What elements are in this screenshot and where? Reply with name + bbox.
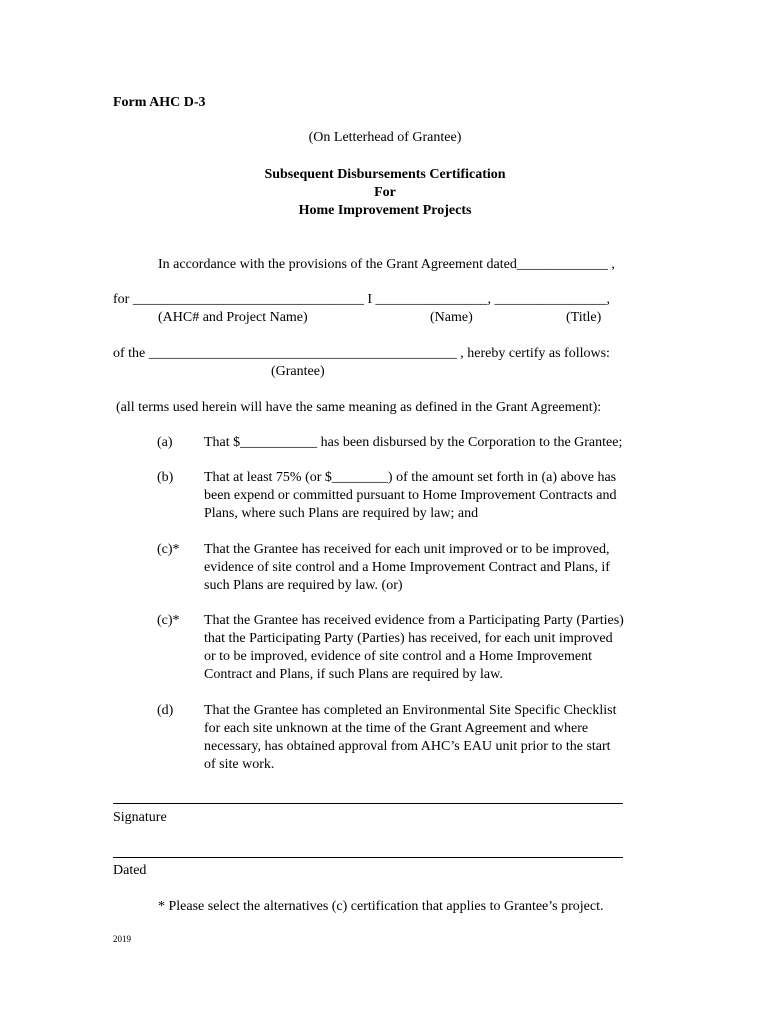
- form-id: Form AHC D-3: [113, 95, 206, 110]
- item-label: (c)*: [157, 613, 180, 628]
- terms-note: (all terms used herein will have the same meaning as defined in the Grant Agreement):: [116, 400, 602, 415]
- year-footer: 2019: [113, 934, 131, 944]
- caption-project: (AHC# and Project Name): [158, 310, 308, 325]
- item-label: (d): [157, 703, 174, 718]
- letterhead-note: (On Letterhead of Grantee): [308, 130, 462, 145]
- caption-grantee: (Grantee): [271, 364, 325, 379]
- item-text: That $___________ has been disbursed by the Corporation to the Grantee;: [204, 435, 623, 450]
- title-line-3: Home Improvement Projects: [298, 203, 472, 218]
- item-text: That the Grantee has completed an Environmental Site Specific Checklist for each site unknown at the time of the Grant Agreement and where necessary, has obtained approval from AHC’s EAU unit prior to the start of site work.: [204, 703, 617, 772]
- footnote: * Please select the alternatives (c) certification that applies to Grantee’s project.: [158, 899, 604, 914]
- dated-label: Dated: [113, 863, 147, 878]
- signature-line: [113, 803, 623, 804]
- item-label: (a): [157, 435, 173, 450]
- title-line-2: For: [374, 185, 396, 200]
- item-text: That the Grantee has received evidence from a Participating Party (Parties) that the Participating Party (Parties) has received, for each unit improved or to be improved, evidence of site control and a Home Improvement Contract and Plans, if such Plans are required by law.: [204, 613, 624, 682]
- item-label: (c)*: [157, 542, 180, 557]
- intro-line-2: for _________________________________ I ________________, ________________,: [113, 292, 610, 307]
- item-text: That at least 75% (or $________) of the amount set forth in (a) above has been expend or committed pursuant to Home Improvement Contracts and Plans, where such Plans are required by law; and: [204, 470, 617, 521]
- dated-line: [113, 857, 623, 858]
- item-text: That the Grantee has received for each unit improved or to be improved, evidence of site control and a Home Improvement Contract and Plans, if such Plans are required by law. (or): [204, 542, 610, 593]
- title-line-1: Subsequent Disbursements Certification: [264, 167, 506, 182]
- signature-label: Signature: [113, 810, 167, 825]
- caption-name: (Name): [430, 310, 473, 325]
- item-label: (b): [157, 470, 174, 485]
- intro-line-3: of the ____________________________________________ , hereby certify as follows:: [113, 346, 610, 361]
- intro-line-1: In accordance with the provisions of the Grant Agreement dated_____________ ,: [158, 257, 615, 272]
- caption-title: (Title): [566, 310, 602, 325]
